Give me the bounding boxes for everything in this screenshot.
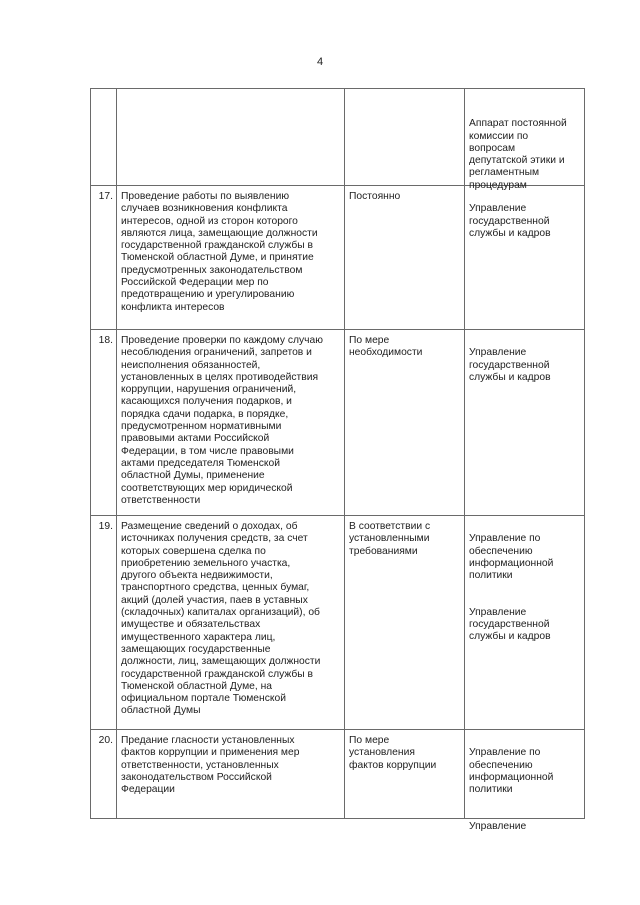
deadline-cell: По мере установления фактов коррупции (345, 730, 465, 818)
responsible-unit: Управление по обеспечению информационной политики (469, 533, 554, 582)
activity-cell: Размещение сведений о доходах, об источниках получения средств, за счет которых совершена сделка по приобретению земельного участка, другого объекта недвижимости, транспортного средства, ценных бумаг, акций (долей участия, паев в уставных (складочных) капиталах организаций), об имуществе и обязательствах имущественного характера лиц, замещающих государственные должности, лиц, замещающих должности государственной гражданской службы в Тюменской областной Думе, на официальном портале Тюменской областной Думы (117, 516, 345, 729)
responsible-unit: Управление государственной службы и кадров (469, 606, 551, 643)
activity-cell: Проведение проверки по каждому случаю несоблюдения ограничений, запретов и неисполнения обязанностей, установленных в целях противодействия коррупции, нарушения ограничений, касающихся получения подарков, и порядка сдачи подарка, в порядке, предусмотренном нормативными правовыми актами Российской Федерации, в том числе правовыми актами председателя Тюменской областной Думы, применение соответствующих мер юридической ответственности (117, 330, 345, 515)
table-row (91, 186, 585, 330)
deadline-cell (345, 89, 465, 185)
activity-cell: Предание гласности установленных фактов коррупции и применения мер ответственности, установленных законодательством Российской Федерации (117, 730, 345, 818)
table-row-continuation (91, 89, 585, 191)
responsible-cell (465, 186, 585, 329)
measures-table (90, 88, 585, 832)
responsible-cell (465, 330, 585, 515)
activity-cell: Проведение работы по выявлению случаев возникновения конфликта интересов, одной из сторон которого являются лица, замещающие должности государственной гражданской службы в Тюменской областной Думе, и принятие предусмотренных законодательством Российской Федерации мер по предотвращению и урегулированию конфликта интересов (117, 186, 345, 329)
table-row (91, 330, 585, 516)
row-number: 20. (91, 730, 117, 818)
responsible-unit: Управление государственной службы и кадров (469, 203, 551, 239)
responsible-unit: Аппарат постоянной комиссии по вопросам депутатской этики и регламентным процедурам (469, 118, 567, 191)
responsible-unit: Управление (469, 820, 527, 832)
responsible-cell (465, 89, 585, 191)
deadline-cell: В соответствии с установленными требованиями (345, 516, 465, 729)
activity-cell (117, 89, 345, 185)
responsible-cell (465, 730, 585, 832)
row-number: 17. (91, 186, 117, 329)
row-number: 18. (91, 330, 117, 515)
responsible-unit: Управление по обеспечению информационной политики (469, 747, 554, 796)
deadline-cell: По мере необходимости (345, 330, 465, 515)
table-row (91, 516, 585, 730)
page-number: 4 (316, 56, 324, 68)
row-number: 19. (91, 516, 117, 729)
table-row (91, 730, 585, 832)
responsible-unit: Управление государственной службы и кадров (469, 347, 551, 383)
row-number (91, 89, 117, 185)
responsible-cell (465, 516, 585, 729)
deadline-cell: Постоянно (345, 186, 465, 329)
